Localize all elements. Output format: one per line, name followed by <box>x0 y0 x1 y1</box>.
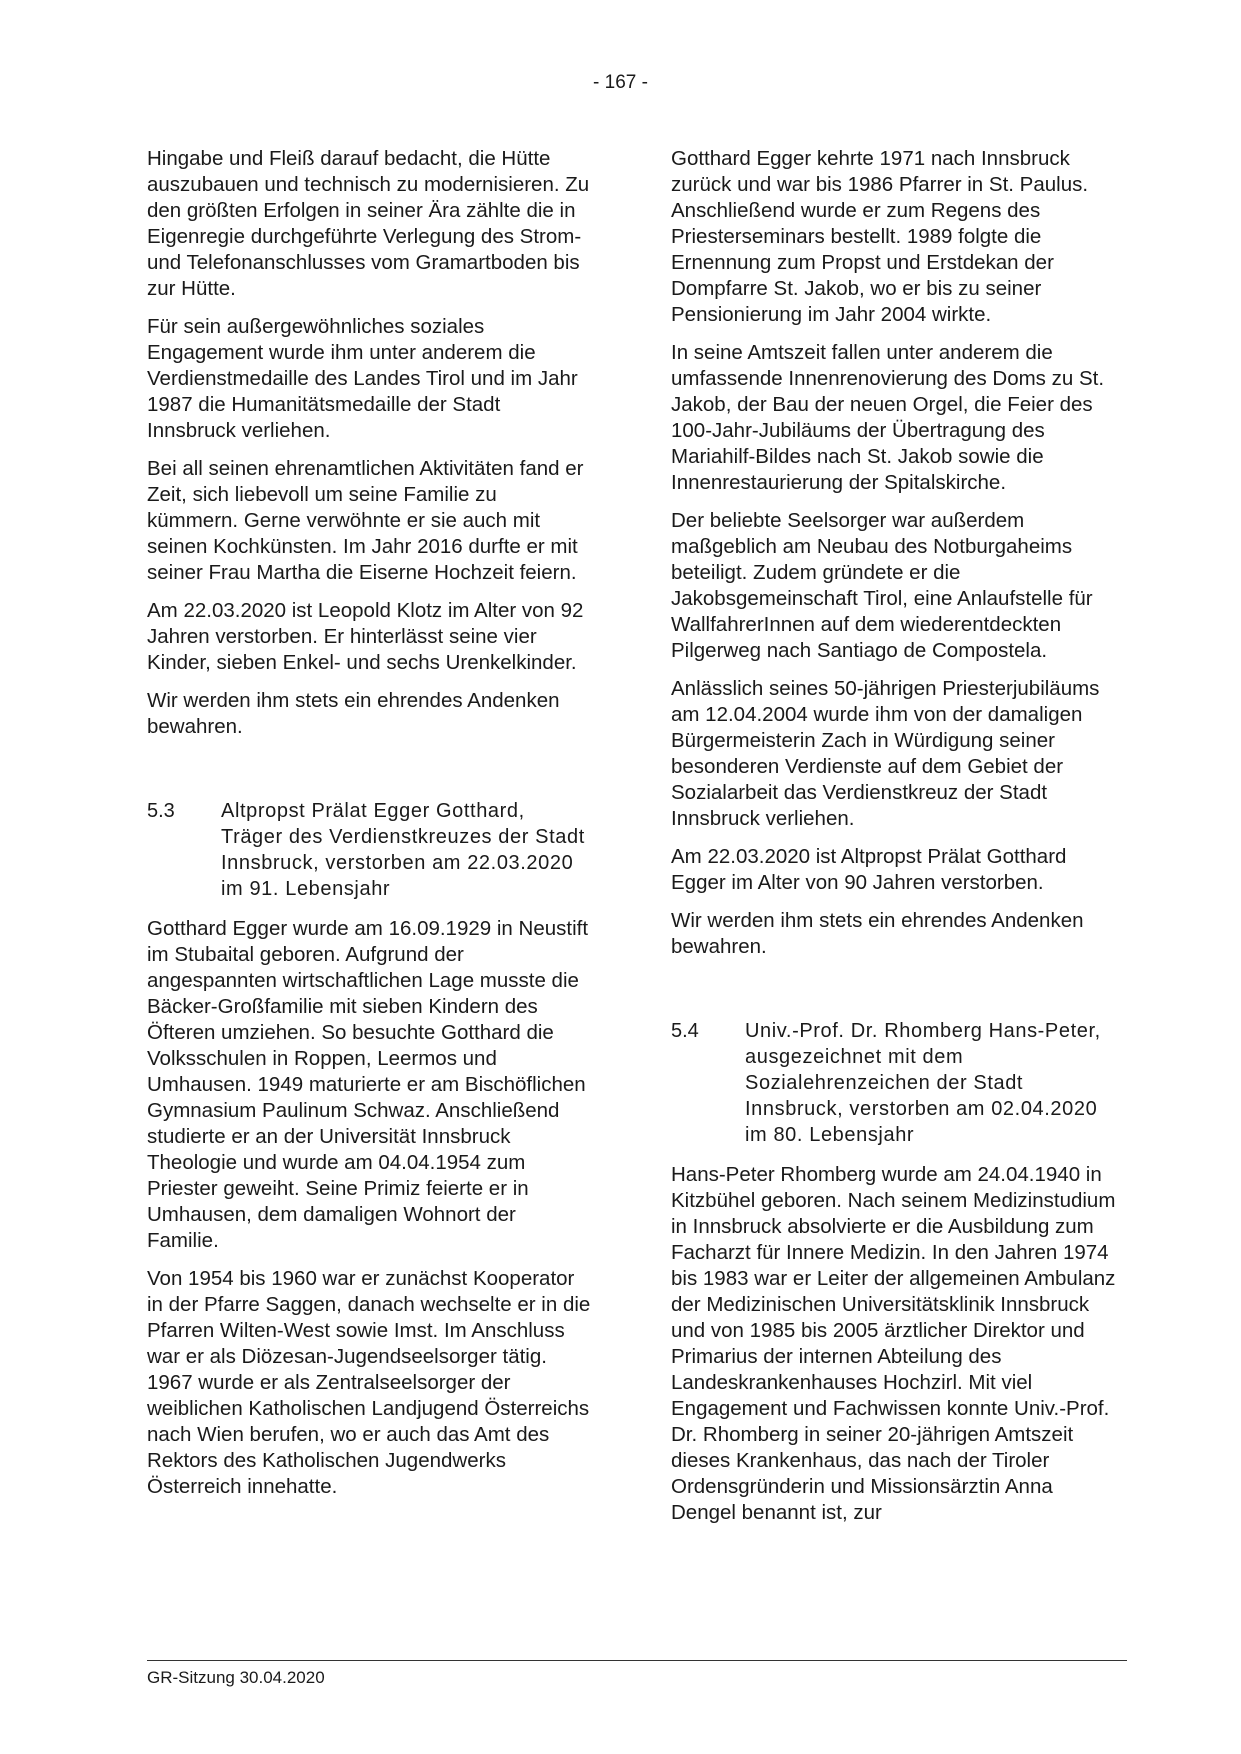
paragraph: In seine Amtszeit fallen unter anderem die umfassende Innenrenovierung des Doms zu St. Jakob, der Bau der neuen Orgel, die Feier des 100-Jahr-Jubiläums der Übertragung des Mariahilf-Bildes nach St. Jakob sowie die Innenrestaurierung der Spitalskirche. <box>671 341 1105 494</box>
paragraph: Anlässlich seines 50-jährigen Priesterjubiläums am 12.04.2004 wurde ihm von der damaligen Bürgermeisterin Zach in Würdigung seiner besonderen Verdienste auf dem Gebiet der Sozialarbeit das Verdienstkreuz der Stadt Innsbruck verliehen. <box>671 677 1100 830</box>
right-column <box>671 146 1116 1526</box>
paragraph: Gotthard Egger wurde am 16.09.1929 in Neustift im Stubaital geboren. Aufgrund der angespannten wirtschaftlichen Lage musste die Bäcker-Großfamilie mit sieben Kindern des Öfteren umziehen. So besuchte Gotthard die Volksschulen in Roppen, Leermos und Umhausen. 1949 maturierte er am Bischöflichen Gymnasium Paulinum Schwaz. Anschließend studierte er an der Universität Innsbruck Theologie und wurde am 04.04.1954 zum Priester geweiht. Seine Primiz feierte er in Umhausen, dem damaligen Wohnort der Familie. <box>147 917 589 1252</box>
paragraph: Wir werden ihm stets ein ehrendes Andenken bewahren. <box>147 689 560 738</box>
paragraph: Für sein außergewöhnliches soziales Engagement wurde ihm unter anderem die Verdienstmedaille des Landes Tirol und im Jahr 1987 die Humanitätsmedaille der Stadt Innsbruck verliehen. <box>147 315 578 442</box>
paragraph: Hingabe und Fleiß darauf bedacht, die Hütte auszubauen und technisch zu modernisieren. Zu den größten Erfolgen in seiner Ära zählte die in Eigenregie durchgeführte Verlegung des Strom- und Telefonanschlusses vom Gramartboden bis zur Hütte. <box>147 147 590 300</box>
paragraph: Von 1954 bis 1960 war er zunächst Kooperator in der Pfarre Saggen, danach wechselte er in die Pfarren Wilten-West sowie Imst. Im Anschluss war er als Diözesan-Jugendseelsorger tätig. 1967 wurde er als Zentralseelsorger der weiblichen Katholischen Landjugend Österreichs nach Wien berufen, wo er auch das Amt des Rektors des Katholischen Jugendwerks Österreich innehatte. <box>147 1267 591 1498</box>
paragraph: Gotthard Egger kehrte 1971 nach Innsbruck zurück und war bis 1986 Pfarrer in St. Paulus. Anschließend wurde er zum Regens des Priesterseminars bestellt. 1989 folgte die Ernennung zum Propst und Erstdekan der Dompfarre St. Jakob, wo er bis zu seiner Pensionierung im Jahr 2004 wirkte. <box>671 147 1089 326</box>
paragraph: Am 22.03.2020 ist Leopold Klotz im Alter von 92 Jahren verstorben. Er hinterlässt seine vier Kinder, sieben Enkel- und sechs Urenkelkinder. <box>147 599 584 674</box>
section-title: Univ.-Prof. Dr. Rhomberg Hans-Peter, ausgezeichnet mit dem Sozialehrenzeichen der Stadt Innsbruck, verstorben am 02.04.2020 im 80. Lebensjahr <box>745 1020 1101 1146</box>
left-column <box>147 146 592 1500</box>
paragraph: Der beliebte Seelsorger war außerdem maßgeblich am Neubau des Notburgaheims beteiligt. Zudem gründete er die Jakobsgemeinschaft Tirol, eine Anlaufstelle für WallfahrerInnen auf dem wiederentdeckten Pilgerweg nach Santiago de Compostela. <box>671 509 1093 662</box>
paragraph: Bei all seinen ehrenamtlichen Aktivitäten fand er Zeit, sich liebevoll um seine Familie zu kümmern. Gerne verwöhnte er sie auch mit seinen Kochkünsten. Im Jahr 2016 durfte er mit seiner Frau Martha die Eiserne Hochzeit feiern. <box>147 457 584 584</box>
section-number: 5.4 <box>671 1020 699 1042</box>
paragraph: Hans-Peter Rhomberg wurde am 24.04.1940 in Kitzbühel geboren. Nach seinem Medizinstudium in Innsbruck absolvierte er die Ausbildung zum Facharzt für Innere Medizin. In den Jahren 1974 bis 1983 war er Leiter der allgemeinen Ambulanz der Medizinischen Universitätsklinik Innsbruck und von 1985 bis 2005 ärztlicher Direktor und Primarius der internen Abteilung des Landeskrankenhauses Hochzirl. Mit viel Engagement und Fachwissen konnte Univ.-Prof. Dr. Rhomberg in seiner 20-jährigen Amtszeit dieses Krankenhaus, das nach der Tiroler Ordensgründerin und Missionsärztin Anna Dengel benannt ist, zur <box>671 1163 1116 1524</box>
section-heading-5-4 <box>671 1018 1116 1148</box>
section-title: Altpropst Prälat Egger Gotthard, Träger des Verdienstkreuzes der Stadt Innsbruck, verstorben am 22.03.2020 im 91. Lebensjahr <box>221 800 585 900</box>
footer-divider <box>147 1660 1127 1661</box>
paragraph: Am 22.03.2020 ist Altpropst Prälat Gotthard Egger im Alter von 90 Jahren verstorben. <box>671 845 1067 894</box>
section-number: 5.3 <box>147 800 175 822</box>
page-number: - 167 - <box>593 72 648 93</box>
footer-text: GR-Sitzung 30.04.2020 <box>147 1668 325 1687</box>
section-heading-5-3 <box>147 798 592 902</box>
paragraph: Wir werden ihm stets ein ehrendes Andenken bewahren. <box>671 909 1084 958</box>
